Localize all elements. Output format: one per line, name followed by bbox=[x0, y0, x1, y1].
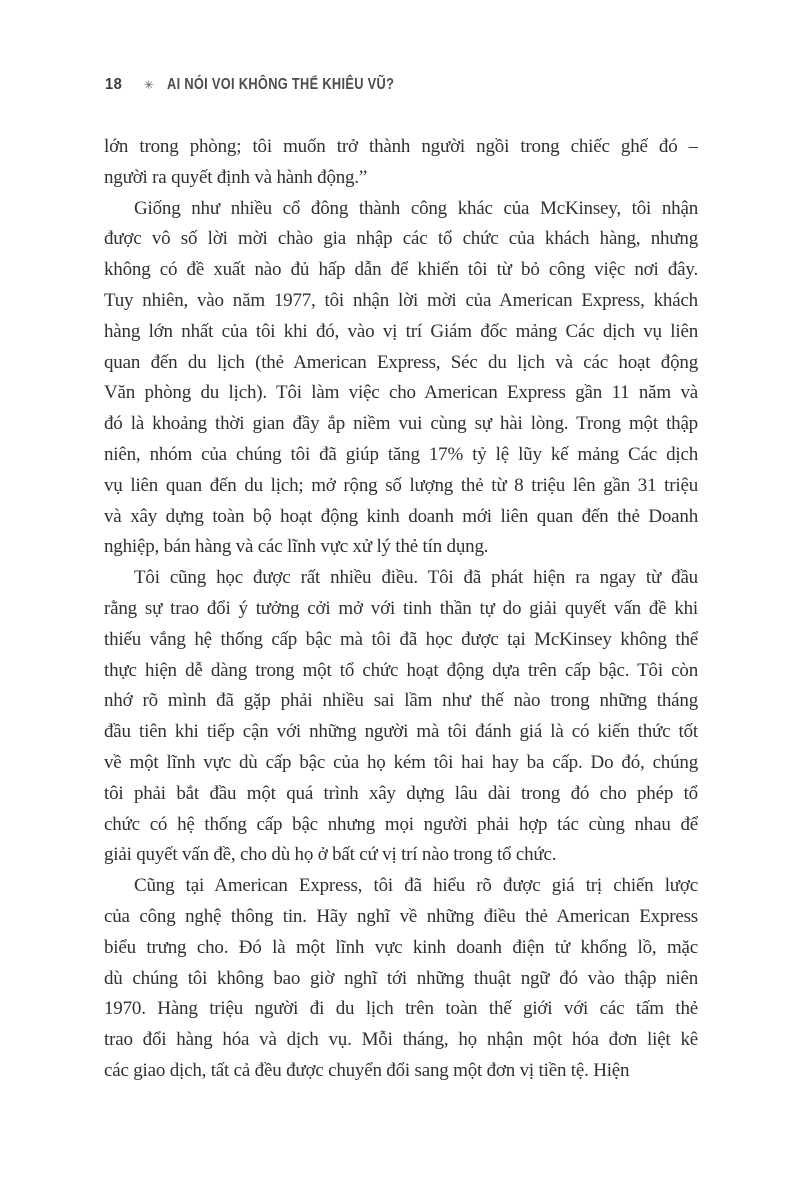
text-line: Văn phòng du lịch). Tôi làm việc cho American Express gần 11 năm và bbox=[104, 382, 698, 404]
text-line: của công nghệ thông tin. Hãy nghĩ về những điều thẻ American Express bbox=[104, 905, 698, 927]
text-line: vụ liên quan đến du lịch; mở rộng số lượng thẻ từ 8 triệu lên gần 31 triệu bbox=[104, 474, 698, 496]
text-line: Tuy nhiên, vào năm 1977, tôi nhận lời mời của American Express, khách bbox=[104, 289, 698, 311]
body-text bbox=[104, 132, 698, 1087]
text-line: Tôi cũng học được rất nhiều điều. Tôi đã phát hiện ra ngay từ đầu bbox=[134, 567, 698, 589]
text-line: đó là khoảng thời gian đầy ắp niềm vui cùng sự hài lòng. Trong một thập bbox=[104, 413, 698, 435]
text-line: lớn trong phòng; tôi muốn trở thành người ngồi trong chiếc ghế đó – bbox=[104, 136, 698, 157]
asterisk-icon: ✳ bbox=[143, 78, 154, 92]
page-number: 18 bbox=[105, 76, 123, 93]
text-line: dù chúng tôi không bao giờ nghĩ tới những thuật ngữ đó vào thập niên bbox=[104, 967, 698, 989]
text-line: niên, nhóm của chúng tôi đã giúp tăng 17% tỷ lệ lũy kế mảng Các dịch bbox=[104, 443, 698, 465]
text-line: và xây dựng toàn bộ hoạt động kinh doanh mới liên quan đến thẻ Doanh bbox=[104, 505, 698, 527]
text-line: rằng sự trao đổi ý tưởng cởi mở với tinh thần tự do giải quyết vấn đề khi bbox=[104, 597, 698, 619]
text-line: Giống như nhiều cổ đông thành công khác của McKinsey, tôi nhận bbox=[134, 197, 698, 219]
text-line: quan đến du lịch (thẻ American Express, Séc du lịch và các hoạt động bbox=[104, 351, 698, 373]
text-line: biểu trưng cho. Đó là một lĩnh vực kinh doanh điện tử khổng lồ, mặc bbox=[104, 936, 698, 958]
text-line: nghiệp, bán hàng và các lĩnh vực xử lý thẻ tín dụng. bbox=[104, 536, 489, 558]
text-line: trao đổi hàng hóa và dịch vụ. Mỗi tháng, họ nhận một hóa đơn liệt kê bbox=[104, 1029, 698, 1051]
text-line: chức có hệ thống cấp bậc nhưng mọi người phải hợp tác cùng nhau để bbox=[104, 813, 698, 835]
running-header bbox=[105, 74, 451, 96]
running-title: AI NÓI VOI KHÔNG THỂ KHIÊU VŨ? bbox=[166, 76, 395, 93]
text-line: 1970. Hàng triệu người đi du lịch trên toàn thế giới với các tấm thẻ bbox=[104, 998, 698, 1020]
text-line: giải quyết vấn đề, cho dù họ ở bất cứ vị trí nào trong tổ chức. bbox=[104, 844, 557, 866]
text-line: hàng lớn nhất của tôi khi đó, vào vị trí Giám đốc mảng Các dịch vụ liên bbox=[104, 320, 698, 342]
paragraph bbox=[104, 871, 698, 1087]
text-line: được vô số lời mời chào gia nhập các tổ chức của khách hàng, nhưng bbox=[104, 228, 698, 250]
text-line: các giao dịch, tất cả đều được chuyển đổi sang một đơn vị tiền tệ. Hiện bbox=[104, 1059, 630, 1081]
text-line: không có đề xuất nào đủ hấp dẫn để khiến tôi từ bỏ công việc nơi đây. bbox=[104, 259, 698, 281]
text-line: tôi phải bắt đầu một quá trình xây dựng lâu dài trong đó cho phép tổ bbox=[104, 782, 698, 804]
text-line: Cũng tại American Express, tôi đã hiểu rõ được giá trị chiến lược bbox=[134, 875, 698, 897]
paragraph bbox=[104, 563, 698, 871]
paragraph bbox=[104, 194, 698, 564]
text-line: thiếu vắng hệ thống cấp bậc mà tôi đã học được tại McKinsey không thể bbox=[104, 628, 698, 650]
paragraph bbox=[104, 132, 698, 194]
text-line: người ra quyết định và hành động.” bbox=[104, 166, 368, 188]
text-line: đầu tiên khi tiếp cận với những người mà tôi đánh giá là có kiến thức tốt bbox=[104, 721, 698, 743]
text-line: nhớ rõ mình đã gặp phải nhiều sai lầm như thế nào trong những tháng bbox=[104, 690, 698, 712]
text-line: về một lĩnh vực dù cấp bậc của họ kém tôi hai hay ba cấp. Do đó, chúng bbox=[104, 751, 698, 773]
text-line: thực hiện dễ dàng trong một tổ chức hoạt động dựa trên cấp bậc. Tôi còn bbox=[104, 659, 698, 681]
